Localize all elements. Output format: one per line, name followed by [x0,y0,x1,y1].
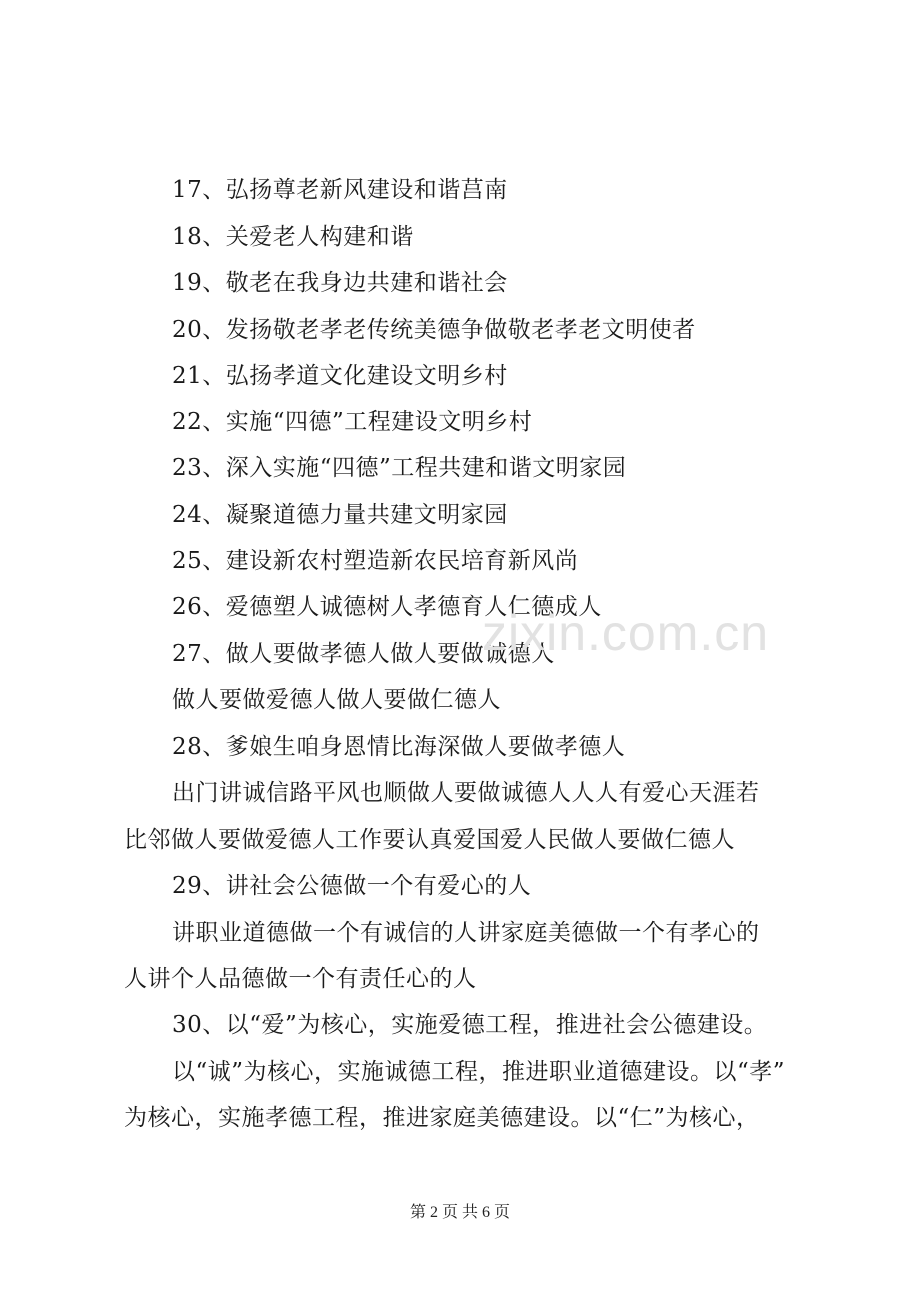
text-line: 出门讲诚信路平风也顺做人要做诚德人人人有爱心天涯若 [172,780,760,806]
text-line: 以“诚”为核心，实施诚德工程，推进职业道德建设。以“孝” [172,1059,786,1085]
text-line: 29、讲社会公德做一个有爱心的人 [172,873,532,899]
text-line: 18、关爱老人构建和谐 [172,224,414,250]
text-line: 21、弘扬孝道文化建设文明乡村 [172,363,508,389]
text-line: 人讲个人品德做一个有责任心的人 [124,966,477,992]
text-line: 讲职业道德做一个有诚信的人讲家庭美德做一个有孝心的 [172,920,760,946]
text-line: 20、发扬敬老孝老传统美德争做敬老孝老文明使者 [172,317,696,343]
page-footer: 第 2 页 共 6 页 [409,1204,510,1221]
text-line: 28、爹娘生咱身恩情比海深做人要做孝德人 [172,734,626,760]
watermark: zixin.com.cn [482,605,770,661]
text-line: 23、深入实施“四德”工程共建和谐文明家园 [172,455,627,481]
text-line: 比邻做人要做爱德人工作要认真爱国爱人民做人要做仁德人 [124,827,735,853]
text-line: 26、爱德塑人诚德树人孝德育人仁德成人 [172,594,602,620]
text-line: 19、敬老在我身边共建和谐社会 [172,270,508,296]
text-line: 22、实施“四德”工程建设文明乡村 [172,409,533,435]
text-line: 30、以“爱”为核心，实施爱德工程，推进社会公德建设。 [172,1012,768,1038]
text-line: 为核心，实施孝德工程，推进家庭美德建设。以“仁”为核心， [124,1105,760,1131]
text-line: 17、弘扬尊老新风建设和谐莒南 [172,177,508,203]
text-line: 做人要做爱德人做人要做仁德人 [172,687,501,713]
text-line: 24、凝聚道德力量共建文明家园 [172,502,508,528]
text-line: 25、建设新农村塑造新农民培育新风尚 [172,548,579,574]
text-line: 27、做人要做孝德人做人要做诚德人 [172,641,555,667]
